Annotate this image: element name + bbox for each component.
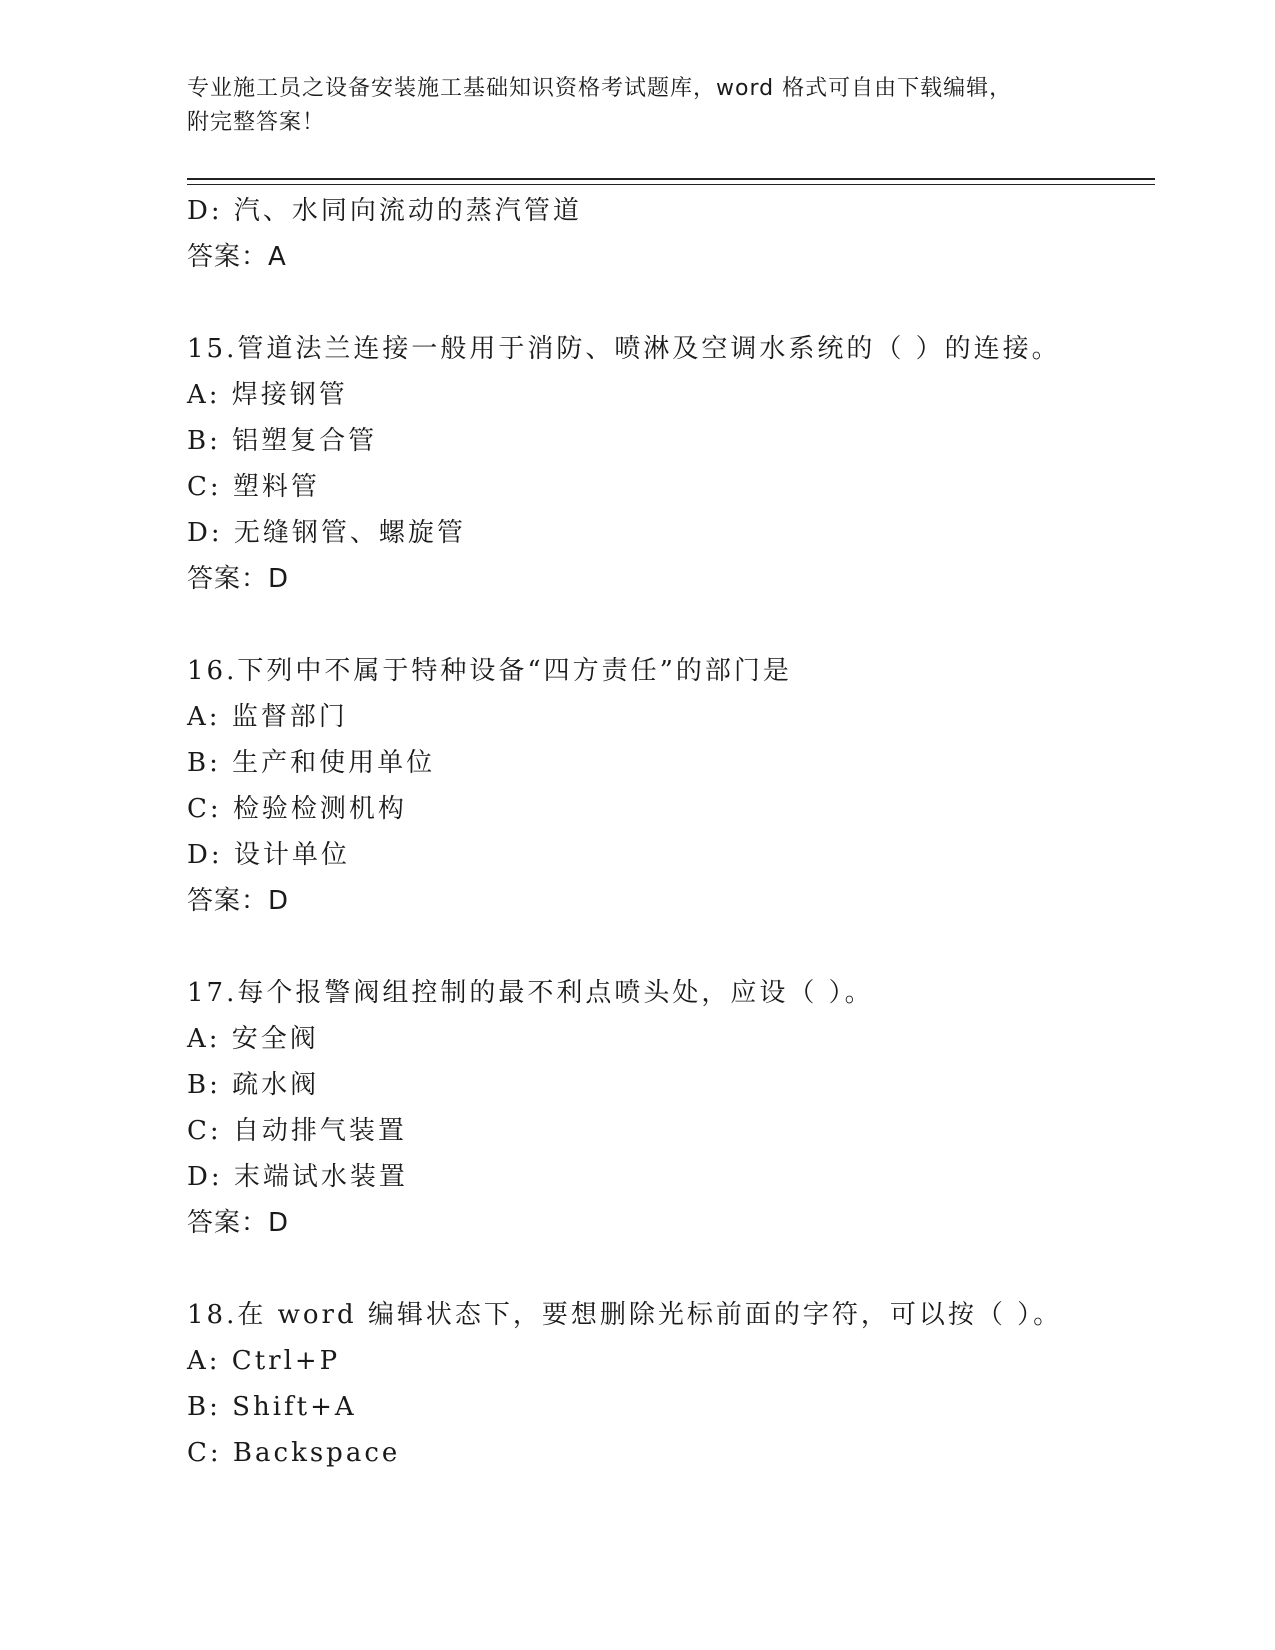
page-header xyxy=(187,72,1087,140)
answer-line: 答案：D xyxy=(187,564,290,594)
header-line-1: 专业施工员之设备安装施工基础知识资格考试题库，word 格式可自由下载编辑， xyxy=(187,76,1013,101)
answer-line: 答案：D xyxy=(187,886,290,916)
question-16 xyxy=(187,648,1155,924)
answer-line: 答案：D xyxy=(187,1208,290,1238)
option-b: B: 生产和使用单位 xyxy=(187,748,436,778)
option-a: A: 安全阀 xyxy=(187,1024,319,1054)
question-stem: 17.每个报警阀组控制的最不利点喷头处，应设（ ）。 xyxy=(187,978,874,1008)
question-stem: 15.管道法兰连接一般用于消防、喷淋及空调水系统的（ ）的连接。 xyxy=(187,334,1061,364)
header-line-2: 附完整答案！ xyxy=(187,110,326,135)
spacer xyxy=(187,924,1155,970)
option-b: B: Shift+A xyxy=(187,1392,357,1422)
option-d: D: 末端试水装置 xyxy=(187,1162,408,1192)
answer-line: 答案：A xyxy=(187,242,287,272)
option-c: C: 检验检测机构 xyxy=(187,794,407,824)
option-b: B: 铝塑复合管 xyxy=(187,426,378,456)
spacer xyxy=(187,602,1155,648)
option-c: C: Backspace xyxy=(187,1438,401,1468)
question-18 xyxy=(187,1292,1155,1476)
question-14-tail xyxy=(187,188,1155,280)
option-c: C: 自动排气装置 xyxy=(187,1116,407,1146)
question-stem: 16.下列中不属于特种设备“四方责任”的部门是 xyxy=(187,656,792,686)
spacer xyxy=(187,280,1155,326)
header-divider xyxy=(187,178,1155,185)
option-a: A: 焊接钢管 xyxy=(187,380,348,410)
question-stem: 18.在 word 编辑状态下，要想删除光标前面的字符，可以按（ ）。 xyxy=(187,1300,1063,1330)
spacer xyxy=(187,1246,1155,1292)
option-a: A: 监督部门 xyxy=(187,702,348,732)
option-c: C: 塑料管 xyxy=(187,472,320,502)
question-17 xyxy=(187,970,1155,1246)
option-a: A: Ctrl+P xyxy=(187,1346,341,1376)
document-body xyxy=(187,188,1155,1476)
option-d: D: 设计单位 xyxy=(187,840,350,870)
question-15 xyxy=(187,326,1155,602)
option-b: B: 疏水阀 xyxy=(187,1070,320,1100)
option-d: D: 汽、水同向流动的蒸汽管道 xyxy=(187,196,582,226)
option-d: D: 无缝钢管、螺旋管 xyxy=(187,518,466,548)
